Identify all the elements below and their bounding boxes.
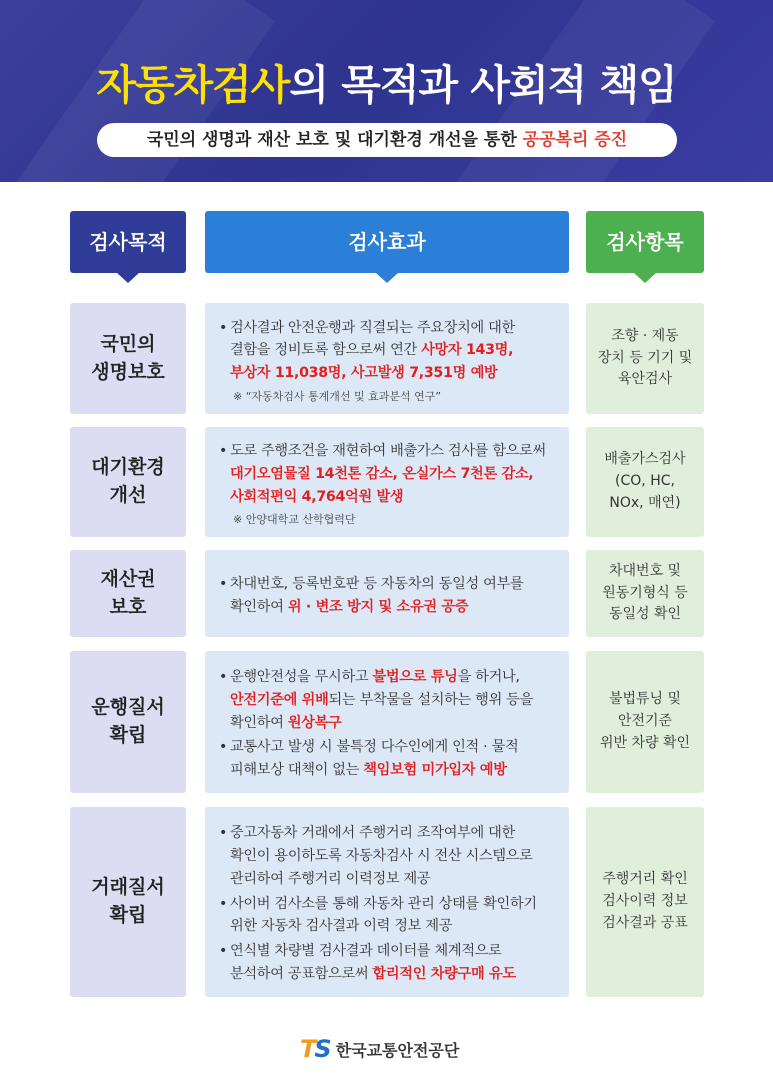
items-label	[602, 869, 688, 934]
table-row	[0, 651, 773, 793]
effect-text: 연식별 차량별 검사결과 데이터를 체계적으로 분석하여 공표함으로써	[230, 943, 502, 982]
items-line: 배출가스검사	[604, 451, 686, 468]
effect-cell	[205, 427, 569, 537]
purpose-cell	[70, 807, 186, 997]
purpose-cell	[70, 550, 186, 637]
items-cell	[586, 807, 704, 997]
logo-letter-s: S	[314, 1035, 330, 1063]
effect-text: 도로 주행조건을 재현하여 배출가스 검사를 함으로써	[230, 443, 546, 460]
purpose-line: 거래질서	[91, 876, 165, 899]
items-line: (CO, HC,	[615, 473, 675, 490]
purpose-line: 보호	[109, 595, 147, 618]
effect-cell	[205, 303, 569, 414]
purpose-line: 국민의	[100, 332, 156, 355]
purpose-label	[91, 454, 164, 509]
ts-logo	[300, 1035, 330, 1063]
purpose-line: 개선	[109, 484, 147, 506]
items-line: 차대번호 및	[608, 562, 682, 579]
items-label	[604, 449, 685, 514]
effect-bullet	[219, 736, 557, 781]
effect-bullet	[219, 666, 557, 734]
items-line: 안전기준	[617, 713, 673, 730]
effect-text: 중고자동차 거래에서 주행거리 조작여부에 대한 확인이 용이하도록 자동차검사 시 전산 시스템으로 관리하여 주행거리 이력정보 제공	[230, 825, 533, 887]
items-line: 장치 등 기기 및	[597, 349, 693, 366]
items-label	[600, 689, 690, 754]
effect-cell	[205, 550, 569, 637]
items-line: 육안검사	[617, 371, 673, 388]
effect-text: 되는 부착물을 설치하는 행위 등을 확인하여	[230, 691, 533, 731]
effect-highlight: 위 · 변조 방지 및 소유권 공증	[287, 598, 469, 615]
effect-highlight: 안전기준에 위배	[230, 691, 329, 708]
items-line: 불법튜닝 및	[608, 691, 682, 708]
effect-text: 을 하거나,	[457, 669, 520, 686]
items-cell	[586, 303, 704, 414]
items-cell	[586, 427, 704, 537]
items-line: 검사결과 공표	[602, 914, 688, 931]
items-line: 검사이력 정보	[602, 893, 688, 910]
title-rest: 의 목적과 사회적 책임	[289, 61, 677, 109]
items-line: 원동기형식 등	[602, 584, 688, 601]
effect-highlight: 불법으로 튜닝	[372, 669, 458, 686]
source-note: ※ 안양대학교 산학협력단	[233, 513, 356, 527]
effect-highlight: 대기오염물질 14천톤 감소, 온실가스 7천톤 감소, 사회적편익 4,764억원 발생	[230, 465, 534, 505]
organization-name: 한국교통안전공단	[335, 1040, 460, 1060]
effect-text: 운행안전성을 무시하고	[230, 669, 373, 686]
logo-letter-t: T	[300, 1035, 315, 1063]
effect-cell	[205, 651, 569, 793]
items-label	[598, 326, 693, 391]
items-cell	[586, 550, 704, 637]
table-row	[0, 427, 773, 537]
table-row	[0, 303, 773, 414]
purpose-line: 재산권	[100, 567, 156, 590]
effect-highlight: 합리적인 차량구매 유도	[372, 965, 516, 982]
effect-text: 검사결과 안전운행과 직결되는 주요장치에 대한 결함을 정비토록 함으로써 연간	[230, 319, 515, 359]
items-line: 동일성 확인	[608, 606, 682, 623]
purpose-line: 생명보호	[91, 360, 165, 383]
effect-highlight: 책임보험 미가입자 예방	[363, 762, 507, 779]
footer	[300, 1034, 459, 1064]
effect-text: 교통사고 발생 시 불특정 다수인에게 인적 · 물적 피해보상 대책이 없는	[230, 739, 519, 779]
column-header-items: 검사항목	[586, 211, 704, 273]
purpose-label	[91, 331, 164, 386]
purpose-line: 확립	[109, 904, 147, 926]
items-line: 주행거리 확인	[602, 871, 688, 888]
page-title	[0, 52, 773, 111]
table-row	[0, 550, 773, 637]
effect-highlight: 사망자 143명, 부상자 11,038명, 사고발생 7,351명 예방	[230, 342, 514, 382]
effect-text: 차대번호, 등록번호판 등 자동차의 동일성 여부를 확인하여	[230, 575, 524, 615]
subtitle-pill	[97, 123, 677, 157]
effect-cell	[205, 807, 569, 997]
purpose-line: 운행질서	[91, 696, 165, 719]
effect-bullet	[219, 573, 557, 618]
purpose-line: 대기환경	[91, 456, 165, 479]
items-line: 위반 차량 확인	[599, 734, 691, 751]
purpose-label	[91, 874, 164, 929]
purpose-label	[91, 694, 164, 749]
items-cell	[586, 651, 704, 793]
purpose-cell	[70, 427, 186, 537]
source-note: ※ “자동차검사 통계개선 및 효과분석 연구”	[233, 389, 442, 403]
purpose-line: 확립	[109, 724, 147, 746]
effect-bullet	[219, 940, 557, 985]
items-line: 조향 · 제동	[611, 327, 679, 344]
subtitle-main: 국민의 생명과 재산 보호 및 대기환경 개선을 통한	[146, 130, 523, 150]
column-header-effect: 검사효과	[205, 211, 569, 273]
subtitle-red: 공공복리 증진	[522, 130, 628, 150]
header-banner	[0, 0, 773, 182]
effect-highlight: 원상복구	[287, 714, 342, 731]
column-header-purpose: 검사목적	[70, 211, 186, 273]
purpose-cell	[70, 651, 186, 793]
table-row	[0, 807, 773, 997]
effect-bullet	[219, 893, 557, 938]
items-label	[602, 561, 688, 626]
title-highlight: 자동차검사	[96, 61, 290, 109]
effect-bullet	[219, 822, 557, 890]
purpose-label	[100, 566, 155, 621]
purpose-cell	[70, 303, 186, 414]
effect-bullet	[219, 317, 557, 385]
items-line: NOx, 매연)	[609, 494, 681, 511]
effect-bullet	[219, 440, 557, 508]
effect-text: 사이버 검사소를 통해 자동차 관리 상태를 확인하기 위한 자동차 검사결과 이력 정보 제공	[230, 895, 537, 935]
